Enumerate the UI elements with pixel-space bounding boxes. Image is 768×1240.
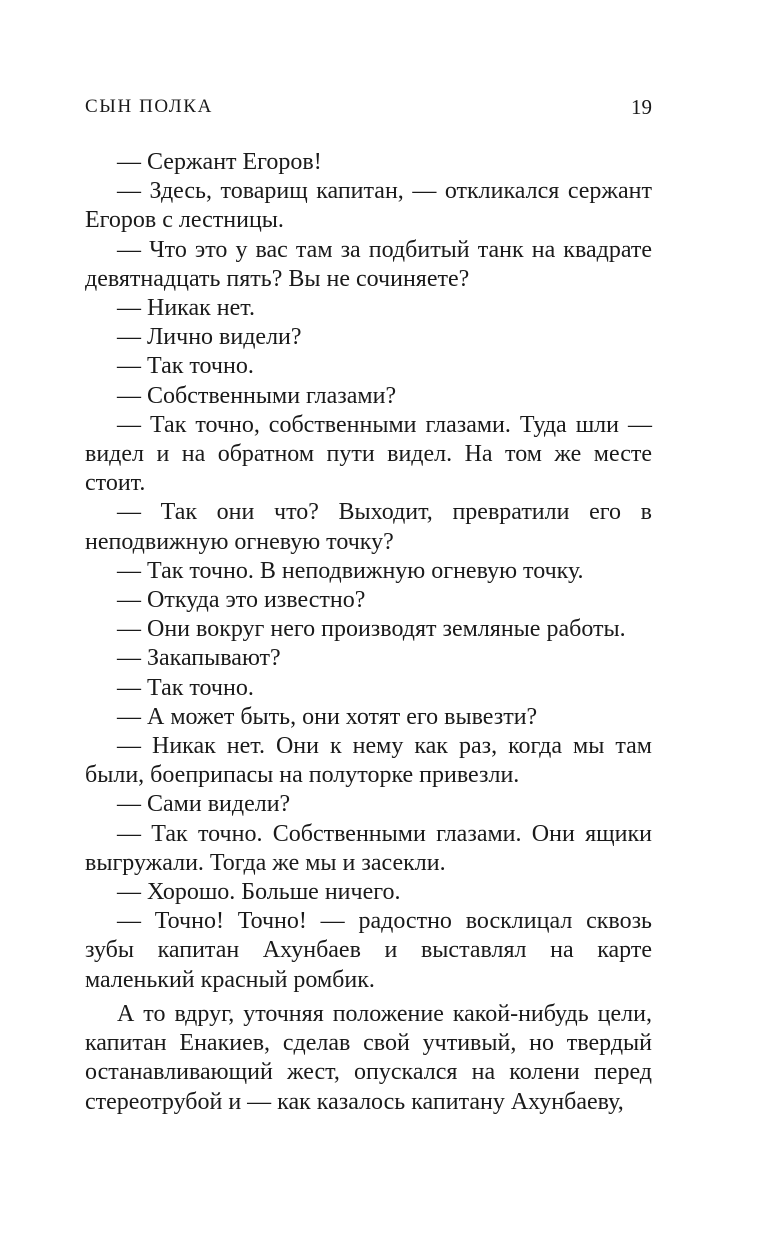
paragraph: — Так точно, собственными глазами. Туда шли — видел и на обратном пути видел. На том же месте стоит.	[85, 411, 652, 497]
paragraph: — Откуда это известно?	[117, 587, 366, 614]
paragraph: — Что это у вас там за подбитый танк на квадрате девятнадцать пять? Вы не сочиняете?	[85, 236, 652, 292]
paragraph: — Точно! Точно! — радостно восклицал сквозь зубы капитан Ахунбаев и выставлял на карте маленький красный ромбик.	[85, 908, 652, 993]
paragraph: — Так точно.	[117, 674, 254, 701]
paragraph: — Так точно. Собственными глазами. Они ящики выгружали. Тогда же мы и засекли.	[85, 820, 652, 876]
paragraph: — Никак нет. Они к нему как раз, когда мы там были, боеприпасы на полуторке привезли.	[85, 733, 652, 789]
paragraph: — Так точно. В неподвижную огневую точку.	[117, 557, 584, 584]
paragraph: — Так точно.	[117, 353, 254, 380]
paragraph: — Сами видели?	[117, 791, 291, 818]
paragraph: — Так они что? Выходит, превратили его в неподвижную огневую точку?	[85, 499, 652, 555]
narrative-paragraph: А то вдруг, уточняя положение какой-нибудь цели, капитан Енакиев, сделав свой учтивый, но твердый останавливающий жест, опускался на колени перед стереотрубой и — как казалось капитану Ахунбаеву,	[85, 1000, 652, 1115]
paragraph: — Закапывают?	[117, 645, 281, 672]
running-header	[85, 94, 652, 120]
paragraph: — Хорошо. Больше ничего.	[117, 879, 401, 906]
paragraph: — Собственными глазами?	[117, 382, 397, 409]
paragraph: — Они вокруг него производят земляные работы.	[117, 616, 626, 643]
paragraph: — А может быть, они хотят его вывезти?	[117, 703, 538, 730]
paragraph: — Никак нет.	[117, 295, 255, 322]
running-title: СЫН ПОЛКА	[85, 96, 213, 117]
paragraph: — Лично видели?	[117, 324, 302, 351]
paragraph: — Сержант Егоров!	[117, 149, 322, 175]
text-body	[85, 148, 652, 1117]
page-number: 19	[631, 95, 652, 119]
paragraph: — Здесь, товарищ капитан, — откликался сержант Егоров с лестницы.	[85, 178, 652, 234]
